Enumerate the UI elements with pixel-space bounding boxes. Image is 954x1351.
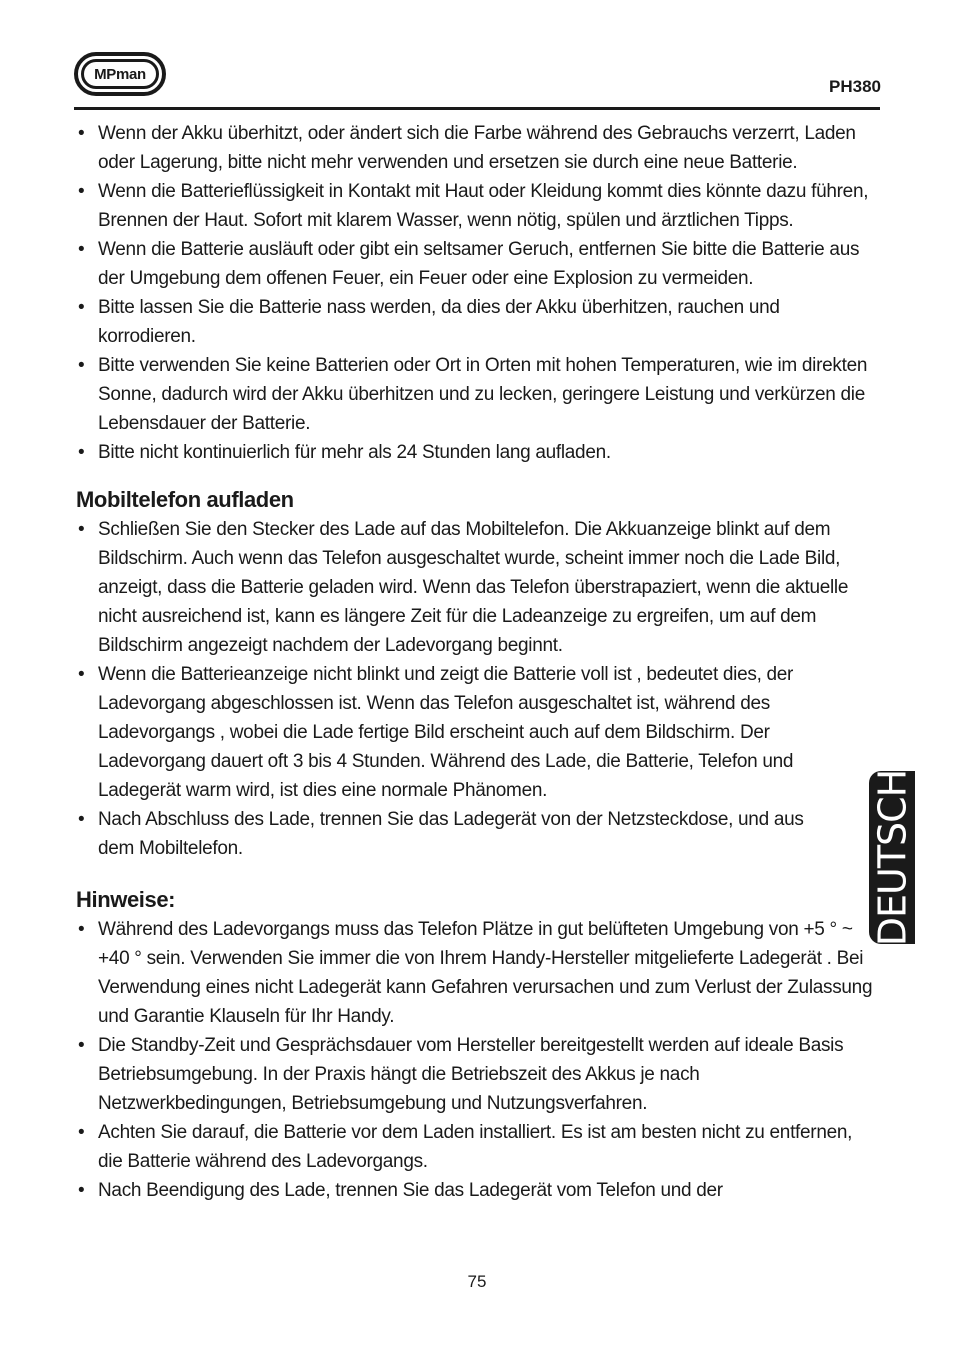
notes-list bbox=[76, 915, 880, 1205]
page-number: 75 bbox=[467, 1272, 487, 1291]
logo-text: MPman bbox=[81, 59, 159, 89]
header-divider bbox=[74, 107, 880, 110]
list-item: • Bitte nicht kontinuierlich für mehr als 24 Stunden lang aufladen. bbox=[76, 438, 880, 467]
language-tab-label: DEUTSCH bbox=[870, 769, 914, 946]
page-content bbox=[76, 119, 880, 1205]
charging-list bbox=[76, 515, 880, 863]
list-item: • Wenn die Batterieanzeige nicht blinkt und zeigt die Batterie voll ist , bedeutet dies, der Ladevorgang abgeschlossen ist. Wenn das Telefon ausgeschaltet ist, während des Ladevorgangs , wobei die Lade fertige Bild erscheint auch auf dem Bildschirm. Der Ladevorgang dauert oft 3 bis 4 Stunden. Während des Lade, die Batterie, Telefon und Ladegerät warm wird, ist dies eine normale Phänomen. bbox=[76, 660, 880, 805]
list-item: • Achten Sie darauf, die Batterie vor dem Laden installiert. Es ist am besten nicht zu entfernen, die Batterie während des Ladevorgangs. bbox=[76, 1118, 880, 1176]
section-heading-notes: Hinweise: bbox=[76, 887, 176, 912]
list-item: • Nach Abschluss des Lade, trennen Sie das Ladegerät von der Netzsteckdose, und aus dem Mobiltelefon. bbox=[76, 805, 880, 863]
list-item: • Schließen Sie den Stecker des Lade auf das Mobiltelefon. Die Akkuanzeige blinkt auf dem Bildschirm. Auch wenn das Telefon ausgeschaltet wurde, scheint immer noch die Lade Bild, anzeigt, dass die Batterie geladen wird. Wenn das Telefon überstrapaziert, wenn die aktuelle nicht ausreichend ist, kann es längere Zeit für die Ladeanzeige zu ergreifen, um auf dem Bildschirm angezeigt nachdem der Ladevorgang beginnt. bbox=[76, 515, 880, 660]
list-item: • Nach Beendigung des Lade, trennen Sie das Ladegerät vom Telefon und der bbox=[76, 1176, 880, 1205]
battery-warnings-list bbox=[76, 119, 880, 467]
section-heading-charging: Mobiltelefon aufladen bbox=[76, 487, 294, 512]
list-item: • Die Standby-Zeit und Gesprächsdauer vom Hersteller bereitgestellt werden auf ideale Basis Betriebsumgebung. In der Praxis hängt die Betriebszeit des Akkus je nach Netzwerkbedingungen, Betriebsumgebung und Nutzungsverfahren. bbox=[76, 1031, 880, 1118]
list-item: • Wenn der Akku überhitzt, oder ändert sich die Farbe während des Gebrauchs verzerrt, Laden oder Lagerung, bitte nicht mehr verwenden und ersetzen sie durch eine neue Batterie. bbox=[76, 119, 880, 177]
list-item: • Bitte verwenden Sie keine Batterien oder Ort in Orten mit hohen Temperaturen, wie im direkten Sonne, dadurch wird der Akku überhitzen und zu lecken, geringere Leistung und verkürzen die Lebensdauer der Batterie. bbox=[76, 351, 880, 438]
mpman-logo bbox=[74, 52, 166, 96]
list-item: • Während des Ladevorgangs muss das Telefon Plätze in gut belüfteten Umgebung von +5 ° ~ +40 ° sein. Verwenden Sie immer die von Ihrem Handy-Hersteller mitgelieferte Ladegerät . Bei Verwendung eines nicht Ladegerät kann Gefahren verursachen und zum Verlust der Zulassung und Garantie Klauseln für Ihr Handy. bbox=[76, 915, 880, 1031]
list-item: • Wenn die Batterie ausläuft oder gibt ein seltsamer Geruch, entfernen Sie bitte die Batterie aus der Umgebung dem offenen Feuer, ein Feuer oder eine Explosion zu vermeiden. bbox=[76, 235, 880, 293]
list-item: • Bitte lassen Sie die Batterie nass werden, da dies der Akku überhitzen, rauchen und korrodieren. bbox=[76, 293, 880, 351]
list-item: • Wenn die Batterieflüssigkeit in Kontakt mit Haut oder Kleidung kommt dies könnte dazu führen, Brennen der Haut. Sofort mit klarem Wasser, wenn nötig, spülen und ärztlichen Tipps. bbox=[76, 177, 880, 235]
model-number: PH380 bbox=[829, 77, 881, 96]
language-tab bbox=[869, 771, 915, 944]
